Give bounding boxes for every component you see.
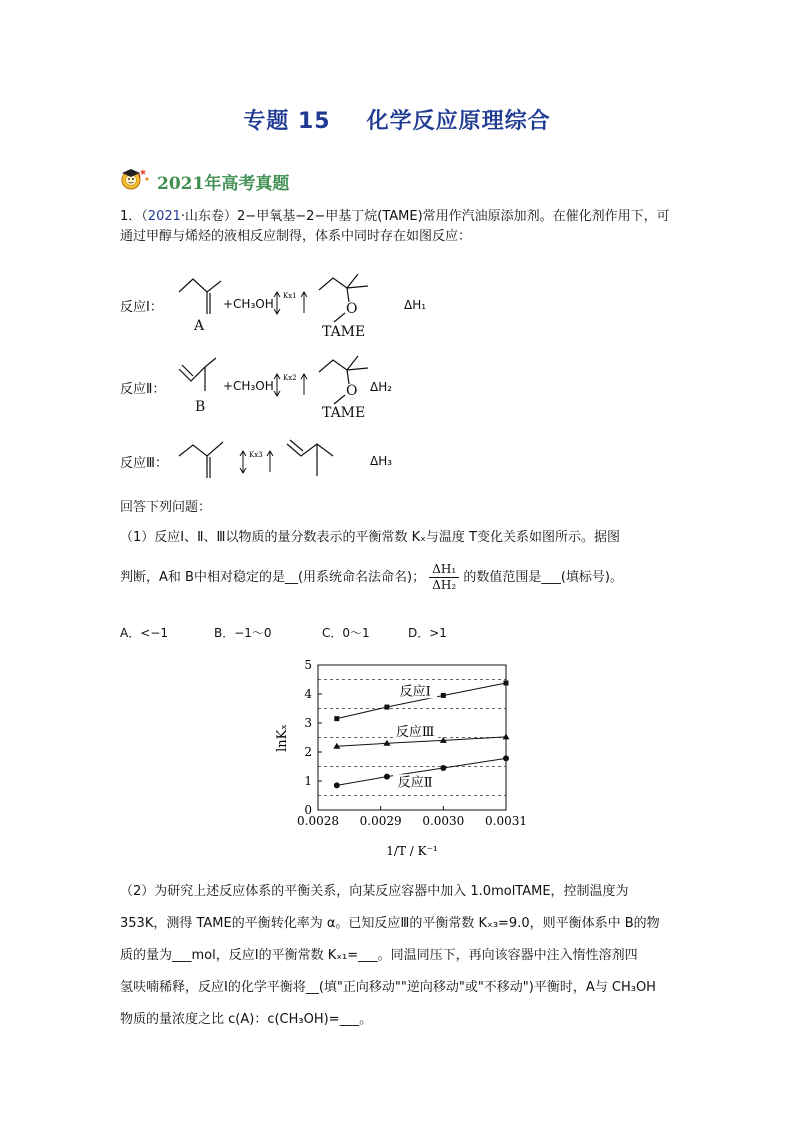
question-source-exam: ·山东卷） [180,209,238,224]
reaction-1-reagent: +CH₃OH [223,297,274,311]
reaction-2-k: Kx2 [283,374,297,382]
page-title-number: 专题 15 [243,109,331,134]
fraction-numerator: ΔH₁ [429,562,459,578]
fraction-denominator: ΔH₂ [432,578,457,592]
part-1-line2 [120,562,690,593]
molecule-b-structure [284,436,342,482]
chart-y-tick-label: 1 [304,774,312,788]
svg-text:O: O [346,383,358,399]
chart-x-tick-label: 0.0029 [359,814,402,828]
part-1-line2b: 的数值范围是___(填标号)。 [463,570,623,585]
chart-y-tick-label: 5 [304,658,312,672]
choice-b: B．−1～0 [214,626,272,640]
reaction-2-reagent: +CH₃OH [223,379,274,393]
tame-label: TAME [322,324,366,340]
part-2-line3: 质的量为___mol，反应Ⅰ的平衡常数 Kₓ₁=___。同温同压下，再向该容器中注入惰性溶剂四 [120,948,638,963]
chart-series-label: 反应Ⅱ [397,775,433,791]
question-number: 1． [120,209,142,224]
part-2-line5: 物质的量浓度之比 c(A)：c(CH₃OH)=___。 [120,1012,373,1027]
tame-structure [316,268,376,324]
molecule-a-structure [176,436,234,482]
enthalpy-ratio-fraction [429,562,459,593]
chart-x-axis-label: 1/T / K⁻¹ [386,844,438,858]
part-1-line1: （1）反应Ⅰ、Ⅱ、Ⅲ以物质的量分数表示的平衡常数 Kₓ与温度 T变化关系如图所示。据图 [120,530,620,545]
part-2-line1: （2）为研究上述反应体系的平衡关系，向某反应容器中加入 1.0molTAME，控制温度为 [120,884,629,899]
reaction-3-label: 反应Ⅲ： [120,456,168,471]
question-1-intro: 1．（2021·山东卷）2−甲氧基−2−甲基丁烷(TAME)常用作汽油原添加剂。在催化剂作用下，可 通过甲醇与烯烃的液相反应制得，体系中同时存在如图反应： [120,209,670,244]
chart-point-square [334,716,339,721]
reaction-1-label: 反应Ⅰ： [120,300,163,315]
answer-prompt: 回答下列问题： [120,500,212,515]
chart-series [333,680,509,790]
molecule-b-structure [176,355,222,395]
choice-d: D．>1 [408,626,447,640]
equilibrium-arrow-icon [270,287,312,317]
choice-c: C．0～1 [322,626,370,640]
lnkx-vs-inverse-t-chart [270,650,530,870]
chart-series-label: 反应Ⅲ [395,724,435,740]
equilibrium-arrow-icon [236,446,278,476]
chart-y-tick-label: 2 [304,745,312,759]
chart-series-label: 反应Ⅰ [399,684,431,700]
part-1-line2a: 判断，A和 B中相对稳定的是__(用系统命名法命名)； [120,570,426,585]
chart-point-square [384,705,389,710]
chart-point-circle [384,774,390,780]
chart-x-tick-label: 0.0031 [485,814,527,828]
equilibrium-arrow-icon [270,369,312,399]
molecule-a-structure [176,270,228,318]
chart-x-tick-label: 0.0028 [297,814,339,828]
svg-text:O: O [346,301,358,317]
choice-a: A．<−1 [120,626,168,640]
chart-point-circle [334,782,340,788]
reaction-1-k: Kx1 [283,292,297,300]
molecule-a-label: A [194,318,205,334]
chart-point-square [441,693,446,698]
reaction-3-k: Kx3 [249,451,263,459]
tame-label: TAME [322,405,366,421]
reaction-2-enthalpy: ΔH₂ [370,380,393,394]
section-title: 2021年高考真题 [157,174,290,194]
reaction-3-enthalpy: ΔH₃ [370,454,393,468]
chart-x-tick-label: 0.0030 [422,814,465,828]
chart-y-tick-label: 4 [304,687,312,701]
scholar-emblem-icon [118,165,152,191]
reaction-2-label: 反应Ⅱ： [120,382,166,397]
reaction-1-enthalpy: ΔH₁ [404,298,427,312]
page-title [0,104,794,135]
chart-y-tick-label: 0 [304,803,312,817]
tame-structure [316,350,376,406]
question-intro-line1: 2−甲氧基−2−甲基丁烷(TAME)常用作汽油原添加剂。在催化剂作用下，可 [237,209,670,224]
chart-y-axis-label: lnKₓ [275,724,290,752]
chart-y-tick-label: 3 [304,716,312,730]
question-intro-line2: 通过甲醇与烯烃的液相反应制得，体系中同时存在如图反应： [120,229,472,244]
chart-point-triangle [503,733,510,739]
question-source-year: 2021 [147,209,181,224]
part-2-line4: 氢呋喃稀释，反应Ⅰ的化学平衡将__(填"正向移动""逆向移动"或"不移动")平衡时，A与 CH₃OH [120,980,656,995]
molecule-b-label: B [195,399,206,415]
part-2-line2: 353K，测得 TAME的平衡转化率为 α。已知反应Ⅲ的平衡常数 Kₓ₃=9.0，则平衡体系中 B的物 [120,916,660,931]
chart-point-circle [503,755,509,761]
page-title-topic: 化学反应原理综合 [366,109,551,134]
chart-point-square [504,680,509,685]
chart-point-circle [440,765,446,771]
